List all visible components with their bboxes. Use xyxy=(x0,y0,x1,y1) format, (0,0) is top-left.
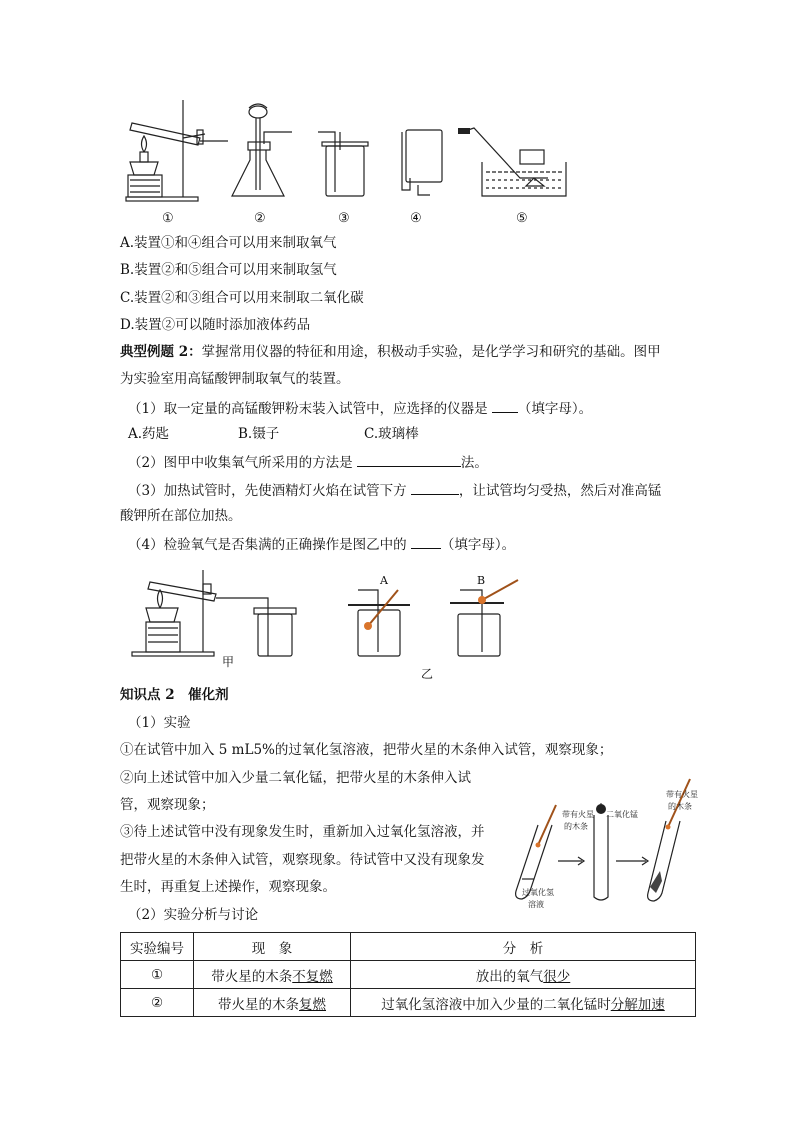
figure-yi-b xyxy=(450,580,518,656)
question-2-blank[interactable] xyxy=(357,452,461,467)
figure-label-3: ③ xyxy=(338,211,350,226)
question-1-choice-a: A.药匙 xyxy=(128,426,170,442)
question-2-suffix: 法。 xyxy=(460,455,488,471)
option-d: D.装置②可以随时添加液体药品 xyxy=(120,317,311,333)
kp2-step2-line2: 管，观察现象； xyxy=(120,797,215,813)
analysis-text: 放出的氧气 xyxy=(475,968,544,985)
table-header-row xyxy=(121,933,696,961)
question-4-suffix: （填字母）。 xyxy=(440,537,516,553)
table-cell-id: ② xyxy=(121,989,194,1017)
figure-label-5: ⑤ xyxy=(516,211,528,226)
option-b: B.装置②和⑤组合可以用来制取氢气 xyxy=(120,262,337,278)
question-3-blank[interactable] xyxy=(411,480,459,495)
question-1-choice-b: B.镊子 xyxy=(238,426,280,442)
phenomenon-key: 复燃 xyxy=(299,996,326,1013)
analysis-text: 过氧化氢溶液中加入少量的二氧化锰时 xyxy=(381,996,611,1013)
apparatus-3-bottle xyxy=(318,132,368,196)
kp2-name: 催化剂 xyxy=(188,687,229,703)
figure-label-1: ① xyxy=(162,211,174,226)
question-3-suffix: ，让试管均匀受热，然后对准高锰 xyxy=(458,483,662,499)
phenomenon-text: 带火星的木条 xyxy=(211,968,293,985)
kp2-exp-heading: （1）实验 xyxy=(128,715,191,731)
table-row xyxy=(121,989,696,1017)
label-stick-4: 的木条 xyxy=(668,802,692,811)
kp2-analysis-heading: （2）实验分析与讨论 xyxy=(128,907,259,923)
phenomenon-key: 不复燃 xyxy=(292,968,333,985)
label-b: B xyxy=(477,574,486,587)
label-jia: 甲 xyxy=(222,655,235,669)
table-cell-analysis xyxy=(351,961,696,989)
table-row xyxy=(121,961,696,989)
label-a: A xyxy=(380,574,388,587)
apparatus-4-inverted-bottle xyxy=(402,130,442,195)
question-1-choice-c: C.玻璃棒 xyxy=(364,426,419,442)
label-stick-2: 的木条 xyxy=(564,822,588,831)
question-1 xyxy=(128,398,592,418)
table-cell-id: ① xyxy=(121,961,194,989)
label-yi: 乙 xyxy=(421,667,434,681)
figure-yi-a xyxy=(348,590,410,656)
table-header-phenomenon: 现 象 xyxy=(194,933,351,961)
apparatus-figure-middle xyxy=(0,560,794,685)
example2-intro-line2: 为实验室用高锰酸钾制取氧气的装置。 xyxy=(120,371,350,387)
experiment-table xyxy=(120,932,696,1017)
figure-label-2: ② xyxy=(254,211,266,226)
question-1-suffix: （填字母）。 xyxy=(517,401,593,417)
label-stick-1: 带有火星 xyxy=(562,810,594,819)
question-2-text: （2）图甲中收集氧气所采用的方法是 xyxy=(128,455,353,471)
question-1-blank[interactable] xyxy=(492,398,518,413)
kp2-step2-line1: ②向上述试管中加入少量二氧化锰，把带火星的木条伸入试 xyxy=(120,770,471,786)
question-3-text: （3）加热试管时，先使酒精灯火焰在试管下方 xyxy=(128,483,407,499)
apparatus-figure-top xyxy=(0,0,794,230)
table-cell-phenomenon xyxy=(194,961,351,989)
figure-label-4: ④ xyxy=(410,211,422,226)
tube-1 xyxy=(516,805,556,899)
question-4-blank[interactable] xyxy=(411,534,441,549)
table-cell-analysis xyxy=(351,989,696,1017)
option-c: C.装置②和③组合可以用来制取二氧化碳 xyxy=(120,290,364,306)
question-2 xyxy=(128,452,488,472)
table-header-id: 实验编号 xyxy=(121,933,194,961)
label-h2o2-2: 溶液 xyxy=(528,900,544,909)
question-1-text: （1）取一定量的高锰酸钾粉末装入试管中，应选择的仪器是 xyxy=(128,401,488,417)
figure-jia-setup xyxy=(132,570,296,656)
label-h2o2-1: 过氧化氢 xyxy=(522,888,554,897)
example2-title: 典型例题 2： xyxy=(120,344,202,360)
apparatus-1-heating xyxy=(126,100,228,201)
kp2-step3-line3: 生时，再重复上述操作，观察现象。 xyxy=(120,879,336,895)
label-stick-3: 带有火星 xyxy=(666,790,698,799)
kp2-step3-line2: 把带火星的木条伸入试管，观察现象。待试管中又没有现象发 xyxy=(120,852,485,868)
phenomenon-text: 带火星的木条 xyxy=(218,996,299,1013)
question-4-text: （4）检验氧气是否集满的正确操作是图乙中的 xyxy=(128,537,407,553)
analysis-key: 分解加速 xyxy=(610,996,665,1013)
kp2-step3-line1: ③待上述试管中没有现象发生时，重新加入过氧化氢溶液，并 xyxy=(120,824,485,840)
example2-intro-line1 xyxy=(120,343,661,361)
question-4 xyxy=(128,534,515,554)
table-header-analysis: 分 析 xyxy=(351,933,696,961)
option-a: A.装置①和④组合可以用来制取氧气 xyxy=(120,235,337,251)
example2-intro-text: 掌握常用仪器的特征和用途，积极动手实验，是化学学习和研究的基础。图甲 xyxy=(201,344,661,360)
label-mno2: 二氧化锰 xyxy=(606,810,638,819)
analysis-key: 很少 xyxy=(543,968,571,985)
kp2-heading xyxy=(120,686,229,704)
apparatus-2-flask xyxy=(232,104,292,196)
kp2-title: 知识点 2 xyxy=(120,687,175,703)
apparatus-5-water-trough xyxy=(458,128,566,196)
kp2-step1: ①在试管中加入 5 mL5%的过氧化氢溶液，把带火星的木条伸入试管，观察现象； xyxy=(120,742,613,758)
catalyst-experiment-figure xyxy=(498,775,698,910)
question-3-line2: 酸钾所在部位加热。 xyxy=(120,508,242,524)
question-3 xyxy=(128,480,661,500)
table-cell-phenomenon xyxy=(194,989,351,1017)
